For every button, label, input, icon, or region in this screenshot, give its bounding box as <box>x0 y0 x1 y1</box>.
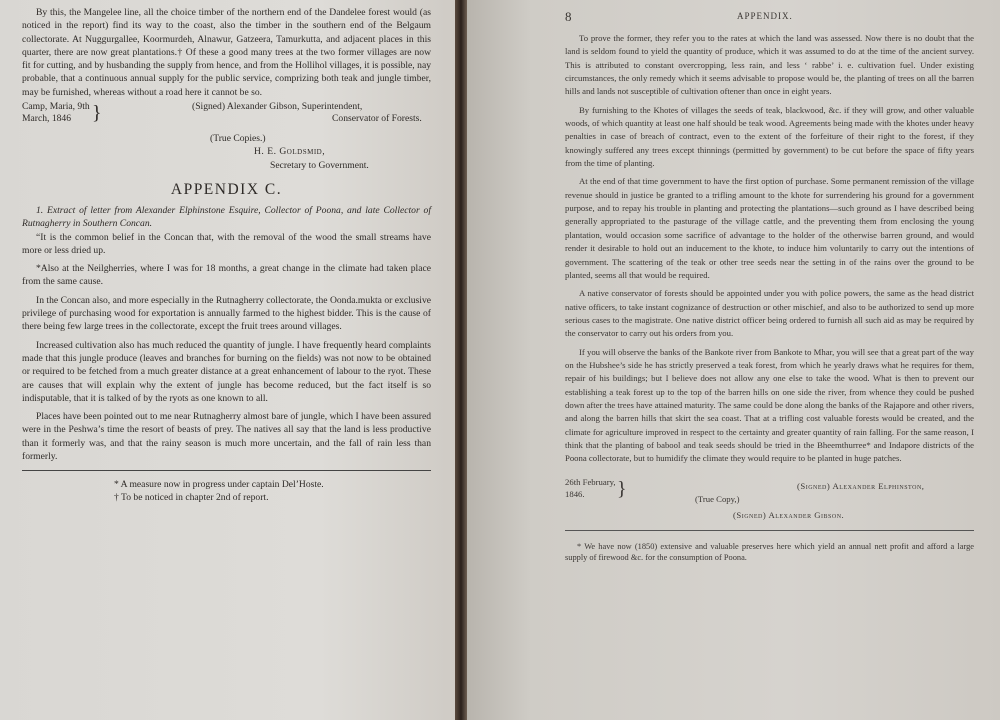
camp-date <box>22 101 90 125</box>
signed-line-1: (Signed) Alexander Gibson, Superintendent, <box>192 101 363 113</box>
extract-intro: 1. Extract of letter from Alexander Elphinstone Esquire, Collector of Poona, and late Collector of Rutnagherry in Southern Concan. <box>22 204 431 230</box>
brace-glyph: } <box>617 477 627 500</box>
paragraph-1: “It is the common belief in the Concan that, with the removal of the wood the small streams have more or less dried up. <box>22 231 431 256</box>
true-copy: (True Copy,) <box>695 493 740 504</box>
paragraph-3: At the end of that time government to have the first option of purchase. Some permanent remission of the village revenue should in justice be granted to a trifling amount to the khote for surrendering his ground for a government purpose, and to repay his trouble in planting and protecting the plantations—such ground as I have described being generally appropriated to the pasturage of the village cattle, and the preventing them from enclosing the young plantation, would occasion some sacrifice of advantage to the holder of the otherwise barren ground, and would render it desirable to hold out an inducement to the khote, to induce him voluntarily to carry out the intentions of government. The scattering of the teak or other tree seeds near the setting in of the rains over the ground to be planted, seems all that would be required. <box>565 176 974 280</box>
signed-line-2: Conservator of Forests. <box>332 113 422 125</box>
paragraph-2: *Also at the Neilgherries, where I was for 18 months, a great change in the climate had taken place from the same cause. <box>22 263 431 288</box>
date-line-1: 26th February, <box>565 476 616 487</box>
left-page <box>0 0 455 720</box>
book-gutter <box>455 0 467 720</box>
page-number: 8 <box>565 9 572 24</box>
signed-elphinston: (Signed) Alexander Elphinston, <box>797 480 925 491</box>
paragraph-3: In the Concan also, and more especially in the Rutnagherry collectorate, the Oonda.mukta or exclusive privilege of purchasing wood for exportation is annually farmed to the highest bidder. This is the cause of there being few large trees in the collectorate, except the fruit trees around villages. <box>22 294 431 333</box>
appendix-heading: APPENDIX C. <box>170 180 283 198</box>
signature-block <box>22 101 431 131</box>
signed-gibson-superintendent <box>192 101 422 125</box>
signature-block <box>565 476 974 524</box>
right-page <box>467 0 1000 720</box>
paragraph-4: Increased cultivation also has much reduced the quantity of jungle. I have frequently heard complaints made that this jungle produce (leaves and branches for burning on the fields) was not now to be obtained or required to be fetched from a much greater distance at a great enhancement of labour to the ryot. These are causes that will explain why the extent of jungle has become reduced, but the fact itself is so indisputable, that it is talked of by the ryots as one known to all. <box>22 339 431 404</box>
secretary-title: Secretary to Government. <box>270 159 369 171</box>
goldsmid-signature: H. E. Goldsmid, <box>254 146 326 158</box>
footnote: * We have now (1850) extensive and valuable preserves here which yield an annual nett profit and afford a large supply of firewood &c. for the consumption of Poona. <box>565 541 974 563</box>
paragraph-2: By furnishing to the Khotes of villages the seeds of teak, blackwood, &c. if they will grow, and other valuable woods, of which quantity at least one half should be teak wood. Agreements being made with the khotes under heavy penalties in case of breach of contract, even to the extent of the forfeiture of their right to the forest, if they knowingly suffered any trees except thinnings (permitted by government) to be cut before the space of fifty years from the time of planting. <box>565 104 974 169</box>
page-header <box>565 8 974 32</box>
footnotes <box>22 478 431 504</box>
camp-line-1: Camp, Maria, 9th <box>22 101 90 113</box>
letter-date <box>565 476 616 500</box>
paragraph-5: If you will observe the banks of the Bankote river from Bankote to Mhar, you will see that a great part of the way on the Hubshee’s side he has strictly preserved a teak forest, from which he yearly draws what he requires for them, repair of his buildings; but I believe does not allow any one else to take the wood. What is then to prevent our establishing a teak forest up to the top of the barren hills on one side the river, from whence they could be pushed down after the trees have attained maturity. The same could be done along the banks of the Rajapore and other rivers, and along the barren hills that skirt the sea coast. That at a trifling cost valuable forests would be created, and the climate for agriculture improved in respect to the certainty and greater quantity of rain falling. For the same reason, I think that the planting of babool and teak seeds should be tried in the Bheemthurree* and Indapore districts of the Poona collectorate, but to humidify the climate they would require to be planted in huge patches. <box>565 346 974 464</box>
footnote-1: * A measure now in progress under captain Del’Hoste. <box>114 479 324 491</box>
footnote-2: † To be noticed in chapter 2nd of report. <box>114 492 269 504</box>
paragraph-1: To prove the former, they refer you to the rates at which the land was assessed. Now there is no doubt that the land is seldom found to yield the quantity of produce, which it was assumed to do at the time of the ancient survey. This is attributed to constant overcropping, less rain, and less ‘ rabbe’ i. e. cultivation fuel. Under existing circumstances, the only remedy which it seems advisable to propose would be, the planting of trees on all the barren hills and lands not susceptible of cultivation oftener than once in eight years. <box>565 33 974 97</box>
camp-line-2: March, 1846 <box>22 113 72 125</box>
date-line-2: 1846. <box>565 488 585 499</box>
footnote-divider <box>565 530 974 531</box>
paragraph-4: A native conservator of forests should be appointed under you with police powers, the same as the head district native officers, to take instant cognizance of destruction or other mischief, and also to be authorized to send up more serious cases to the magistrate. One native district officer being ordered to furnish all such aid as may be required by the conservator to carry out his orders from you. <box>565 288 974 339</box>
true-copies: (True Copies.) <box>210 133 266 145</box>
running-head: APPENDIX. <box>737 11 793 21</box>
signed-gibson: (Signed) Alexander Gibson. <box>733 509 845 520</box>
top-paragraph: By this, the Mangelee line, all the choice timber of the northern end of the Dandelee forest would (as noticed in the report) find its way to the coast, also the timber in the southern end of the Belgaum collectorate. At Nuggurgallee, Koormurdeh, Alnawur, Gatzeera, Tamurkutta, and adjacent places in this quarter, there are now great plantations.† Of these a good many trees at the two former villages are now fit for cutting, and by husbanding the supply from hence, and from the Hollihol villages, it is possible, nay probable, that a continuous annual supply for the public service, comprizing both teak and jungle timber, may be furnished, whereas without a road here it cannot be so. <box>22 7 431 98</box>
footnote-divider <box>22 470 431 471</box>
brace-glyph: } <box>92 102 102 125</box>
paragraph-5: Places have been pointed out to me near Rutnagherry almost bare of jungle, which I have been assured were in the Peshwa’s time the resort of beasts of prey. The natives all say that the land is less productive than it formerly was, and that the rainy season is much more uncertain, and the fall of rain less than formerly. <box>22 411 431 463</box>
